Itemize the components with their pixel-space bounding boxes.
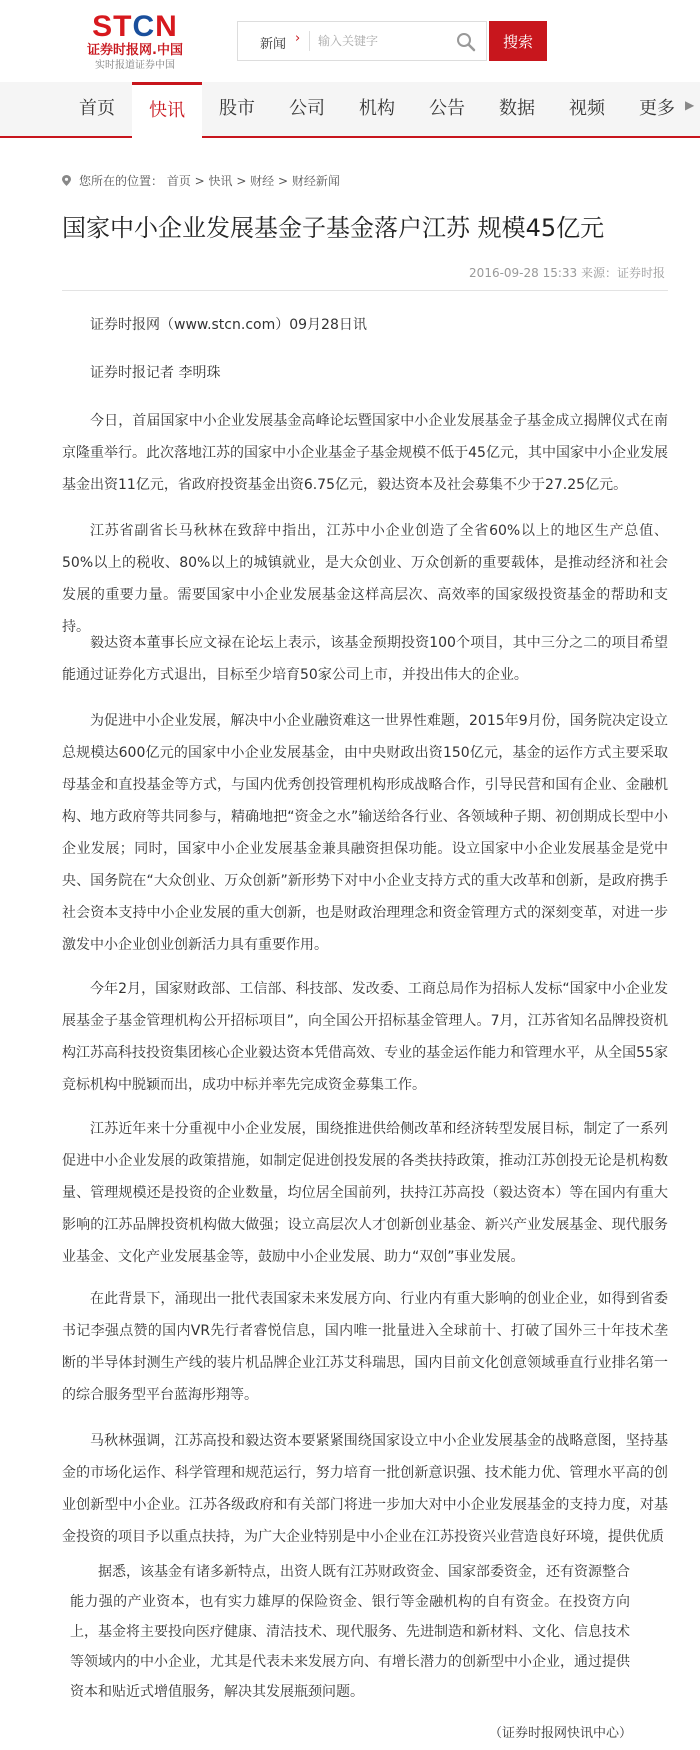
article-paragraph: 为促进中小企业发展，解决中小企业融资难这一世界性难题，2015年9月份，国务院决定设立总规模达600亿元的国家中小企业发展基金，由中央财政出资150亿元，基金的运作方式主要采取母基金和直投基金等方式，与国内优秀创投管理机构形成战略合作，引导民营和国有企业、金融机构、地方政府等共同参与，精确地把“资金之水”输送给各行业、各领域种子期、初创期成长型中小企业发展；同时，国家中小企业发展基金兼具融资担保功能。设立国家中小企业发展基金是党中央、国务院在“大众创业、万众创新”新形势下对中小企业支持方式的重大改革和创新，是政府携手社会资本支持中小企业发展的重大创新，也是财政治理理念和资金管理方式的深刻变革，对进一步激发中小企业创业创新活力具有重要作用。 xyxy=(62,713,668,953)
article-paragraph: 江苏近年来十分重视中小企业发展，围绕推进供给侧改革和经济转型发展目标，制定了一系列促进中小企业发展的政策措施，如制定促进创投发展的各类扶持政策，推动江苏创投无论是机构数量、管理规模还是投资的企业数量，均位居全国前列，扶持江苏高投（毅达资本）等在国内有重大影响的江苏品牌投资机构做大做强；设立高层次人才创新创业基金、新兴产业发展基金、现代服务业基金、文化产业发展基金等，鼓励中小企业发展、助力“双创”事业发展。 xyxy=(62,1121,668,1265)
breadcrumb[interactable] xyxy=(62,172,340,189)
search-button[interactable]: 搜索 xyxy=(489,21,547,61)
logo-slogan: 实时报道证券中国 xyxy=(95,60,175,71)
article-paragraph: 在此背景下，涌现出一批代表国家未来发展方向、行业内有重大影响的创业企业，如得到省委书记李强点赞的国内VR先行者睿悦信息，国内唯一批量进入全球前十、打破了国外三十年技术垄断的半导体封测生产线的装片机品牌企业江苏艾科瑞思，国内目前文化创意领域垂直行业排名第一的综合服务型平台蓝海彤翔等。 xyxy=(62,1291,668,1403)
title-divider xyxy=(62,290,668,291)
nav-item-data[interactable]: 数据 xyxy=(499,98,535,119)
nav-item-home[interactable]: 首页 xyxy=(79,98,115,119)
article-paragraph: 马秋林强调，江苏高投和毅达资本要紧紧围绕国家设立中小企业发展基金的战略意图，坚持基金的市场化运作、科学管理和规范运行，努力培育一批创新意识强、技术能力优、管理水平高的创业创新型中小企业。江苏各级政府和有关部门将进一步加大对中小企业发展基金的支持力度，对基金投资的项目予以重点扶持，为广大企业特别是中小企业在江苏投资兴业营造良好环境，提供优质 xyxy=(62,1433,668,1545)
nav-item-stocks[interactable]: 股市 xyxy=(219,98,255,119)
breadcrumb-text[interactable]: 您所在的位置： 首页 > 快讯 > 财经 > 财经新闻 xyxy=(79,174,340,188)
nav-item-more[interactable]: 更多 xyxy=(639,98,675,119)
article-title: 国家中小企业发展基金子基金落户江苏 规模45亿元 xyxy=(62,214,605,242)
logo-site-name: 证券时报网.中国 xyxy=(87,43,183,58)
chevron-right-icon[interactable]: › xyxy=(295,31,301,46)
article-paragraph: 江苏省副省长马秋林在致辞中指出，江苏中小企业创造了全省60%以上的地区生产总值、50%以上的税收、80%以上的城镇就业，是大众创业、万众创新的重要载体，是推动经济和社会发展的重要力量。需要国家中小企业发展基金这样高层次、高效率的国家级投资基金的帮助和支持。 xyxy=(62,523,668,635)
magnifier-icon[interactable] xyxy=(456,32,476,52)
article-paragraph: 今日，首届国家中小企业发展基金高峰论坛暨国家中小企业发展基金子基金成立揭牌仪式在南京隆重举行。此次落地江苏的国家中小企业基金子基金规模不低于45亿元，其中国家中小企业发展基金出资11亿元，省政府投资基金出资6.75亿元，毅达资本及社会募集不少于27.25亿元。 xyxy=(62,413,668,493)
site-logo[interactable] xyxy=(80,12,190,72)
article-paragraph: 今年2月，国家财政部、工信部、科技部、发改委、工商总局作为招标人发标“国家中小企业发展基金子基金管理机构公开招标项目”，向全国公开招标基金管理人。7月，江苏省知名品牌投资机构江苏高科技投资集团核心企业毅达资本凭借高效、专业的基金运作能力和管理水平，从全国55家竞标机构中脱颖而出，成功中标并率先完成资金募集工作。 xyxy=(62,981,668,1093)
triangle-right-icon[interactable]: ▶ xyxy=(685,98,695,112)
nav-item-flash[interactable]: 快讯 xyxy=(132,82,202,138)
search-divider xyxy=(309,31,310,51)
article-paragraph: 毅达资本董事长应文禄在论坛上表示，该基金预期投资100个项目，其中三分之二的项目希望能通过证券化方式退出，目标至少培育50家公司上市，并投出伟大的企业。 xyxy=(62,635,668,683)
article-paragraph: 证券时报记者 李明珠 xyxy=(90,365,221,381)
article-paragraph: 据悉，该基金有诸多新特点，出资人既有江苏财政资金、国家部委资金，还有资源整合能力强的产业资本，也有实力雄厚的保险资金、银行等金融机构的自有资金。在投资方向上，基金将主要投向医疗健康、清洁技术、现代服务、先进制造和新材料、文化、信息技术等领域内的中小企业，尤其是代表未来发展方向、有增长潜力的创新型中小企业，通过提供资本和贴近式增值服务，解决其发展瓶颈问题。 xyxy=(70,1564,630,1700)
article-source-footer: （证券时报网快讯中心） xyxy=(488,1726,632,1741)
top-bar xyxy=(0,0,700,80)
search-input[interactable] xyxy=(318,30,448,52)
nav-item-institutions[interactable]: 机构 xyxy=(359,98,395,119)
search-category-select[interactable]: 新闻 xyxy=(260,37,287,52)
nav-item-companies[interactable]: 公司 xyxy=(289,98,325,119)
nav-item-video[interactable]: 视频 xyxy=(569,98,605,119)
location-pin-icon xyxy=(62,175,71,186)
article-paragraph: 证券时报网（www.stcn.com）09月28日讯 xyxy=(90,317,367,333)
nav-item-announcements[interactable]: 公告 xyxy=(429,98,465,119)
search-box xyxy=(237,21,487,61)
article-meta: 2016-09-28 15:33 来源：证券时报 xyxy=(469,266,665,280)
logo-mark: STCN xyxy=(92,10,178,43)
main-nav xyxy=(0,82,700,138)
